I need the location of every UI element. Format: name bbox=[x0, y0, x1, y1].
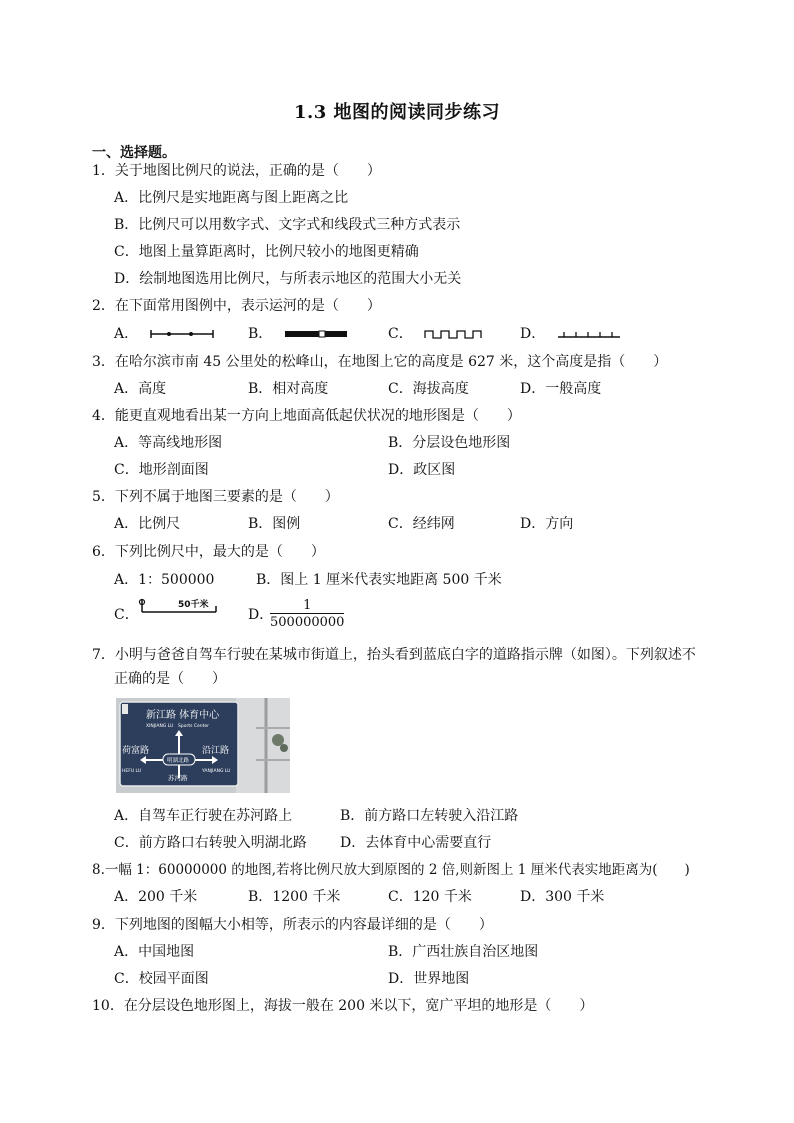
q8-option-d: D．300 千米 bbox=[520, 889, 605, 905]
q6-option-a: A．1：500000 bbox=[114, 572, 215, 588]
sign-left-en: HEFU LU bbox=[122, 769, 142, 774]
sign-top-cn: 新江路 体育中心 bbox=[146, 710, 220, 721]
q8-option-c: C．120 千米 bbox=[388, 889, 472, 905]
q10-stem: 10．在分层设色地形图上，海拔一般在 200 米以下，宽广平坦的地形是（ ） bbox=[92, 998, 594, 1014]
sign-center: 明湖北路 bbox=[167, 758, 190, 764]
q5-option-b: B．图例 bbox=[248, 516, 301, 532]
q7-option-a: A．自驾车正行驶在苏河路上 bbox=[114, 808, 293, 824]
fraction-scale bbox=[270, 598, 344, 630]
q2-option-b bbox=[248, 325, 349, 343]
road-symbol-icon bbox=[283, 329, 349, 339]
q2-option-a-label: A． bbox=[114, 326, 139, 342]
q3-option-d: D．一般高度 bbox=[520, 381, 602, 397]
q1-stem: 1．关于地图比例尺的说法，正确的是（ ） bbox=[92, 163, 381, 179]
sign-top-en2: Sports Center bbox=[178, 724, 210, 729]
q9-option-b: B．广西壮族自治区地图 bbox=[388, 944, 539, 960]
q8-option-a: A．200 千米 bbox=[114, 889, 198, 905]
q2-option-d bbox=[520, 325, 622, 343]
q1-option-a: A．比例尺是实地距离与图上距离之比 bbox=[114, 190, 349, 206]
q5-option-a: A．比例尺 bbox=[114, 516, 181, 532]
q7-option-d: D．去体育中心需要直行 bbox=[340, 835, 492, 851]
q4-option-b: B．分层设色地形图 bbox=[388, 435, 511, 451]
q3-stem: 3．在哈尔滨市南 45 公里处的松峰山，在地图上它的高度是 627 米，这个高度是指（ ） bbox=[92, 354, 668, 370]
q6-option-d-label: D． bbox=[248, 607, 274, 623]
q5-option-d: D．方向 bbox=[520, 516, 574, 532]
q5-stem: 5．下列不属于地图三要素的是（ ） bbox=[92, 489, 339, 505]
road-sign-photo bbox=[116, 698, 290, 793]
q7-stem-line1: 7．小明与爸爸自驾车行驶在某城市街道上，抬头看到蓝底白字的道路指示牌（如图）。下列叙述不 bbox=[92, 647, 696, 663]
q7-option-b: B．前方路口左转驶入沿江路 bbox=[340, 808, 519, 824]
q2-option-d-label: D． bbox=[520, 326, 546, 342]
sign-left-cn: 荷富路 bbox=[122, 746, 150, 756]
line-scale-label: 50千米 bbox=[178, 600, 209, 610]
q6-option-c-label: C． bbox=[114, 607, 139, 623]
q3-option-a: A．高度 bbox=[114, 381, 167, 397]
q2-option-c-label: C． bbox=[388, 326, 413, 342]
q5-option-c: C．经纬网 bbox=[388, 516, 455, 532]
q4-option-c: C．地形剖面图 bbox=[114, 462, 209, 478]
q6-option-b: B．图上 1 厘米代表实地距离 500 千米 bbox=[256, 572, 502, 588]
q7-stem-line2: 正确的是（ ） bbox=[114, 671, 226, 687]
q7-option-c: C．前方路口右转驶入明湖北路 bbox=[114, 835, 307, 851]
q2-option-b-label: B． bbox=[248, 326, 273, 342]
q1-option-b: B．比例尺可以用数字式、文字式和线段式三种方式表示 bbox=[114, 217, 461, 233]
q8-stem: 8.一幅 1：60000000 的地图,若将比例尺放大到原图的 2 倍,则新图上 1 厘米代表实地距离为( ) bbox=[92, 862, 690, 878]
canal-symbol-icon bbox=[423, 328, 489, 340]
railway-symbol-icon bbox=[149, 329, 215, 339]
fraction-numerator: 1 bbox=[303, 598, 312, 613]
q6-stem: 6．下列比例尺中，最大的是（ ） bbox=[92, 544, 325, 560]
q9-option-d: D．世界地图 bbox=[388, 971, 470, 987]
q4-stem: 4．能更直观地看出某一方向上地面高低起伏状况的地形图是（ ） bbox=[92, 408, 521, 424]
q2-stem: 2．在下面常用图例中，表示运河的是（ ） bbox=[92, 298, 381, 314]
q9-stem: 9．下列地图的图幅大小相等，所表示的内容最详细的是（ ） bbox=[92, 917, 493, 933]
q9-option-a: A．中国地图 bbox=[114, 944, 195, 960]
section-heading: 一、选择题。 bbox=[92, 145, 176, 161]
q3-option-b: B．相对高度 bbox=[248, 381, 329, 397]
q6-option-c bbox=[114, 606, 139, 624]
sign-top-en1: XINJIANG LU bbox=[146, 724, 174, 729]
line-scale-icon bbox=[136, 596, 220, 618]
q8-option-b: B．1200 千米 bbox=[248, 889, 341, 905]
q1-option-c: C．地图上量算距离时，比例尺较小的地图更精确 bbox=[114, 244, 419, 260]
q1-option-d: D．绘制地图选用比例尺，与所表示地区的范围大小无关 bbox=[114, 271, 462, 287]
q3-option-c: C．海拔高度 bbox=[388, 381, 469, 397]
sign-right-cn: 沿江路 bbox=[202, 746, 230, 756]
q2-option-a bbox=[114, 325, 215, 343]
q2-option-c bbox=[388, 325, 489, 343]
embankment-symbol-icon bbox=[556, 329, 622, 339]
sign-right-en: YANJIANG LU bbox=[202, 769, 231, 774]
q9-option-c: C．校园平面图 bbox=[114, 971, 209, 987]
q4-option-d: D．政区图 bbox=[388, 462, 456, 478]
fraction-denominator: 500000000 bbox=[270, 615, 345, 630]
q4-option-a: A．等高线地形图 bbox=[114, 435, 223, 451]
page-title: 1.3 地图的阅读同步练习 bbox=[293, 102, 501, 123]
sign-bottom-cn: 苏河路 bbox=[168, 774, 188, 782]
